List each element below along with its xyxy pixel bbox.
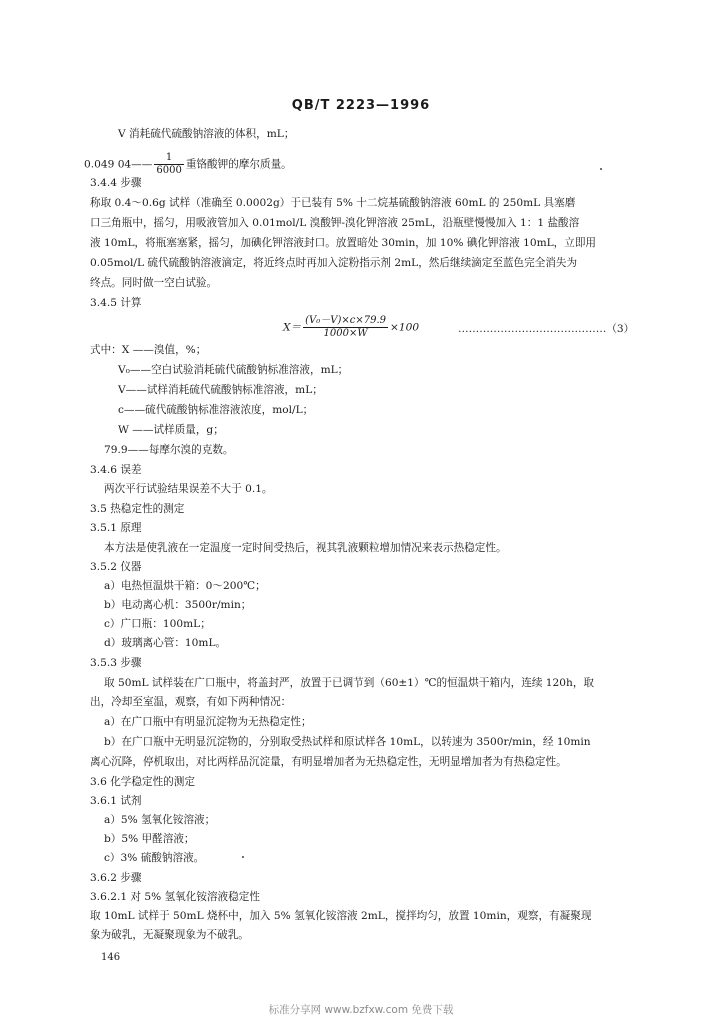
text-line: 取 50mL 试样装在广口瓶中，将盖封严，放置于已调节到（60±1）℃的恒温烘干箱内，连续 120h，取 — [104, 677, 595, 689]
section-heading: 3.6.2 步骤 — [90, 872, 142, 884]
text-line: 79.9——每摩尔溴的克数。 — [104, 444, 234, 456]
formula-line — [283, 315, 419, 340]
section-heading: 3.5.2 仪器 — [90, 561, 142, 573]
section-heading: 3.5.1 原理 — [90, 522, 142, 534]
text-line — [84, 152, 292, 177]
list-item: b）电动离心机：3500r/min； — [104, 599, 252, 611]
fraction-numerator: 1 — [154, 152, 183, 165]
section-heading: 3.4.5 计算 — [90, 297, 142, 309]
text-line-part: 重铬酸钾的摩尔质量。 — [185, 158, 292, 171]
text-line: 液 10mL，将瓶塞塞紧，摇匀，加碘化钾溶液封口。放置暗处 30min，加 10% 碘化钾溶液 10mL，立即用 — [90, 237, 597, 249]
section-heading: 3.6.1 试剂 — [90, 795, 142, 807]
text-line: 象为破乳，无凝聚现象为不破乳。 — [90, 929, 249, 941]
scan-speck — [242, 856, 244, 858]
list-item: a）5% 氢氧化铵溶液； — [104, 814, 216, 826]
fraction-denominator: 6000 — [156, 165, 182, 176]
text-line-part: 0.049 04—— — [84, 158, 153, 171]
text-line: W ——试样质量，g； — [118, 424, 224, 436]
text-line: 0.05mol/L 硫代硫酸钠溶液滴定，将近终点时再加入淀粉指示剂 2mL，然后继续滴定至蓝色完全消失为 — [90, 257, 578, 269]
scan-speck — [600, 168, 602, 170]
section-heading: 3.4.6 误差 — [90, 464, 142, 476]
formula-multiplier: ×100 — [390, 321, 420, 334]
section-heading: 3.5 热稳定性的测定 — [90, 503, 185, 515]
list-item: b）在广口瓶中无明显沉淀物的，分别取受热试样和原试样各 10mL，以转速为 3500r/min，经 10min — [104, 736, 591, 748]
footer-watermark: 标准分享网 www.bzfxw.com 免费下载 — [268, 1004, 454, 1016]
formula-fraction — [303, 315, 388, 340]
list-item: a）在广口瓶中有明显沉淀物为无热稳定性； — [104, 716, 312, 728]
fraction-denominator: 1000×W — [323, 328, 368, 339]
text-line: V——试样消耗硫代硫酸钠标准溶液，mL； — [118, 384, 323, 396]
formula-number: ……………………………………（3） — [458, 323, 635, 335]
section-heading: 3.5.3 步骤 — [90, 657, 142, 669]
page-number: 146 — [101, 952, 121, 963]
section-heading: 3.6.2.1 对 5% 氢氧化铵溶液稳定性 — [90, 891, 260, 903]
list-item: c）广口瓶：100mL； — [104, 618, 211, 630]
standard-code-header: QB/T 2223—1996 — [291, 98, 431, 113]
text-line: 式中：X ——溴值，%； — [90, 344, 207, 356]
formula-lhs: X＝ — [283, 321, 302, 334]
text-line: 本方法是使乳液在一定温度一定时间受热后，视其乳液颗粒增加情况来表示热稳定性。 — [104, 542, 507, 554]
text-line: 称取 0.4～0.6g 试样（准确至 0.0002g）于已装有 5% 十二烷基硫酸钠溶液 60mL 的 250mL 具塞磨 — [90, 197, 576, 209]
text-line: V 消耗硫代硫酸钠溶液的体积，mL； — [118, 128, 295, 140]
text-line: 终点。同时做一空白试验。 — [90, 277, 218, 289]
text-line: 出，冷却至室温，观察，有如下两种情况： — [90, 696, 292, 708]
list-item: c）3% 硫酸钠溶液。 — [104, 852, 205, 864]
text-line: 取 10mL 试样于 50mL 烧杯中，加入 5% 氢氧化铵溶液 2mL，搅拌均匀，放置 10min，观察，有凝聚现 — [90, 910, 592, 922]
text-line: c——硫代硫酸钠标准溶液浓度，mol/L； — [118, 404, 314, 416]
text-line: 离心沉降，停机取出，对比两样品沉淀量，有明显增加者为无热稳定性，无明显增加者为有热稳定性。 — [90, 756, 567, 768]
section-heading: 3.4.4 步骤 — [90, 177, 142, 189]
section-heading: 3.6 化学稳定性的测定 — [90, 776, 195, 788]
text-line: 两次平行试验结果误差不大于 0.1。 — [104, 483, 273, 495]
fraction-numerator: (V₀－V)×c×79.9 — [305, 315, 387, 326]
list-item: d）玻璃离心管：10mL。 — [104, 637, 227, 649]
text-line: V₀——空白试验消耗硫代硫酸钠标准溶液，mL； — [118, 364, 349, 376]
text-line: 口三角瓶中，摇匀，用吸液管加入 0.01mol/L 溴酸钾-溴化钾溶液 25mL，沿瓶壁慢慢加入 1：1 盐酸溶 — [90, 217, 580, 229]
list-item: b）5% 甲醛溶液； — [104, 833, 195, 845]
molar-fraction — [154, 152, 183, 177]
list-item: a）电热恒温烘干箱：0～200℃； — [104, 580, 266, 592]
